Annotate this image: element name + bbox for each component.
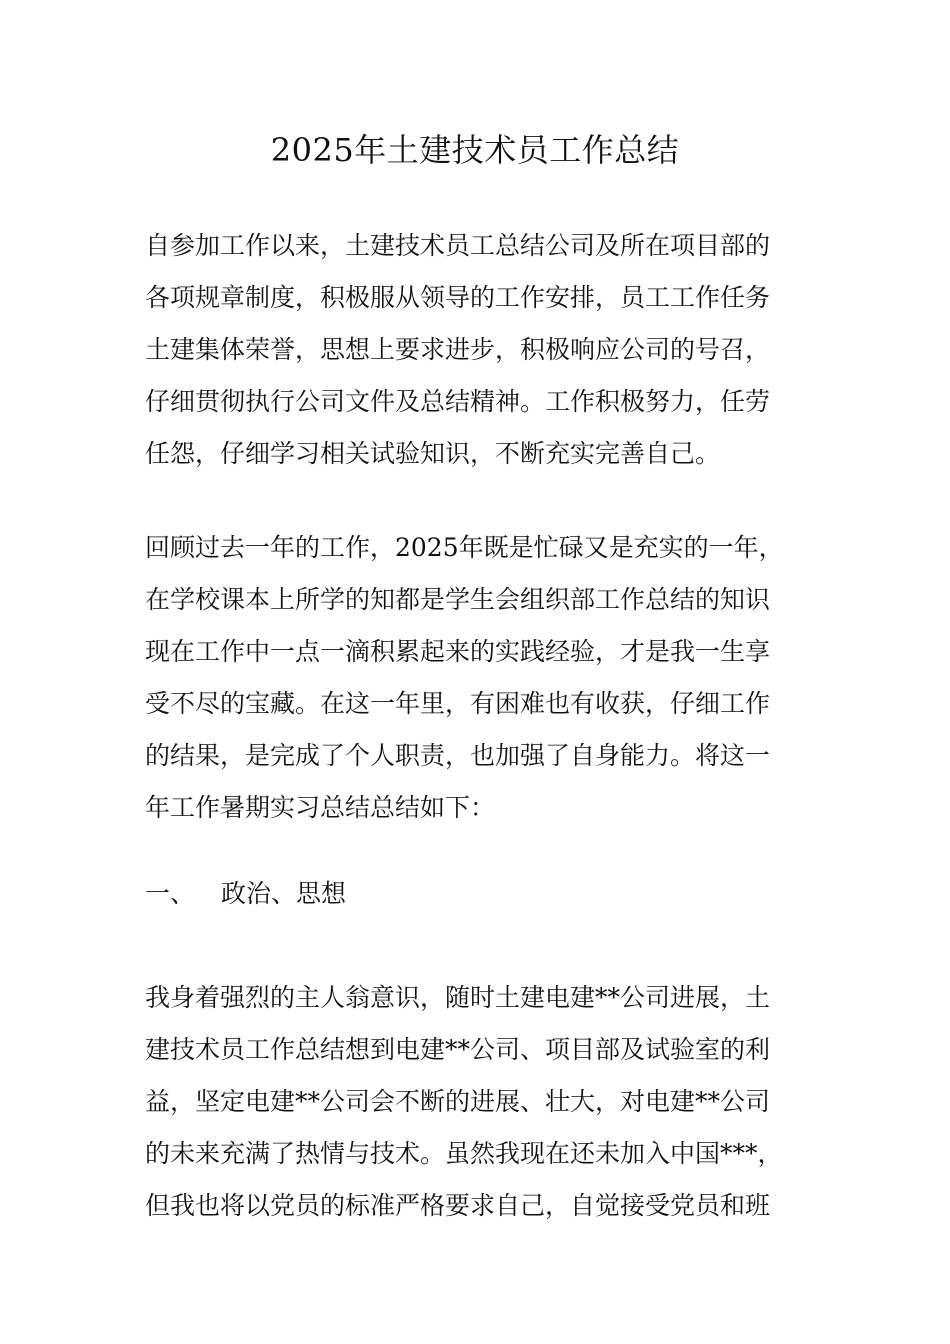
paragraph-line: 益，坚定电建**公司会不断的进展、壮大，对电建**公司: [145, 1087, 771, 1116]
paragraph-line: 各项规章制度，积极服从领导的工作安排，员工工作任务: [145, 283, 771, 312]
paragraph-line: 在学校课本上所学的知都是学生会组织部工作总结的知识: [145, 585, 771, 614]
paragraph-line: 仔细贯彻执行公司文件及总结精神。工作积极努力，任劳: [145, 387, 771, 416]
paragraph-line: 回顾过去一年的工作，2025年既是忙碌又是充实的一年，: [145, 533, 784, 562]
paragraph-line: 我身着强烈的主人翁意识，随时土建电建**公司进展，土: [145, 983, 771, 1012]
section-heading: [145, 868, 346, 920]
paragraph-review: [145, 522, 810, 834]
section-title: 政治、思想: [221, 879, 347, 908]
paragraph-line: 任怨，仔细学习相关试验知识，不断充实完善自己。: [145, 439, 721, 468]
paragraph-line: 的未来充满了热情与技术。虽然我现在还未加入中国***，: [145, 1139, 783, 1168]
paragraph-line: 受不尽的宝藏。在这一年里，有困难也有收获，仔细工作: [145, 689, 771, 718]
paragraph-line: 年工作暑期实习总结总结如下：: [145, 793, 496, 822]
paragraph-line: 建技术员工作总结想到电建**公司、项目部及试验室的利: [145, 1035, 771, 1064]
paragraph-politics: [145, 972, 810, 1232]
paragraph-line: 现在工作中一点一滴积累起来的实践经验，才是我一生享: [145, 637, 771, 666]
paragraph-intro: [145, 220, 810, 480]
paragraph-line: 自参加工作以来，土建技术员工总结公司及所在项目部的: [145, 231, 771, 260]
section-number: 一、: [145, 879, 196, 908]
document-title: 2025年土建技术员工作总结: [270, 131, 680, 169]
paragraph-line: 的结果，是完成了个人职责，也加强了自身能力。将这一: [145, 741, 771, 770]
paragraph-line: 土建集体荣誉，思想上要求进步，积极响应公司的号召，: [145, 335, 771, 364]
paragraph-line: 但我也将以党员的标准严格要求自己，自觉接受党员和班: [145, 1191, 771, 1220]
